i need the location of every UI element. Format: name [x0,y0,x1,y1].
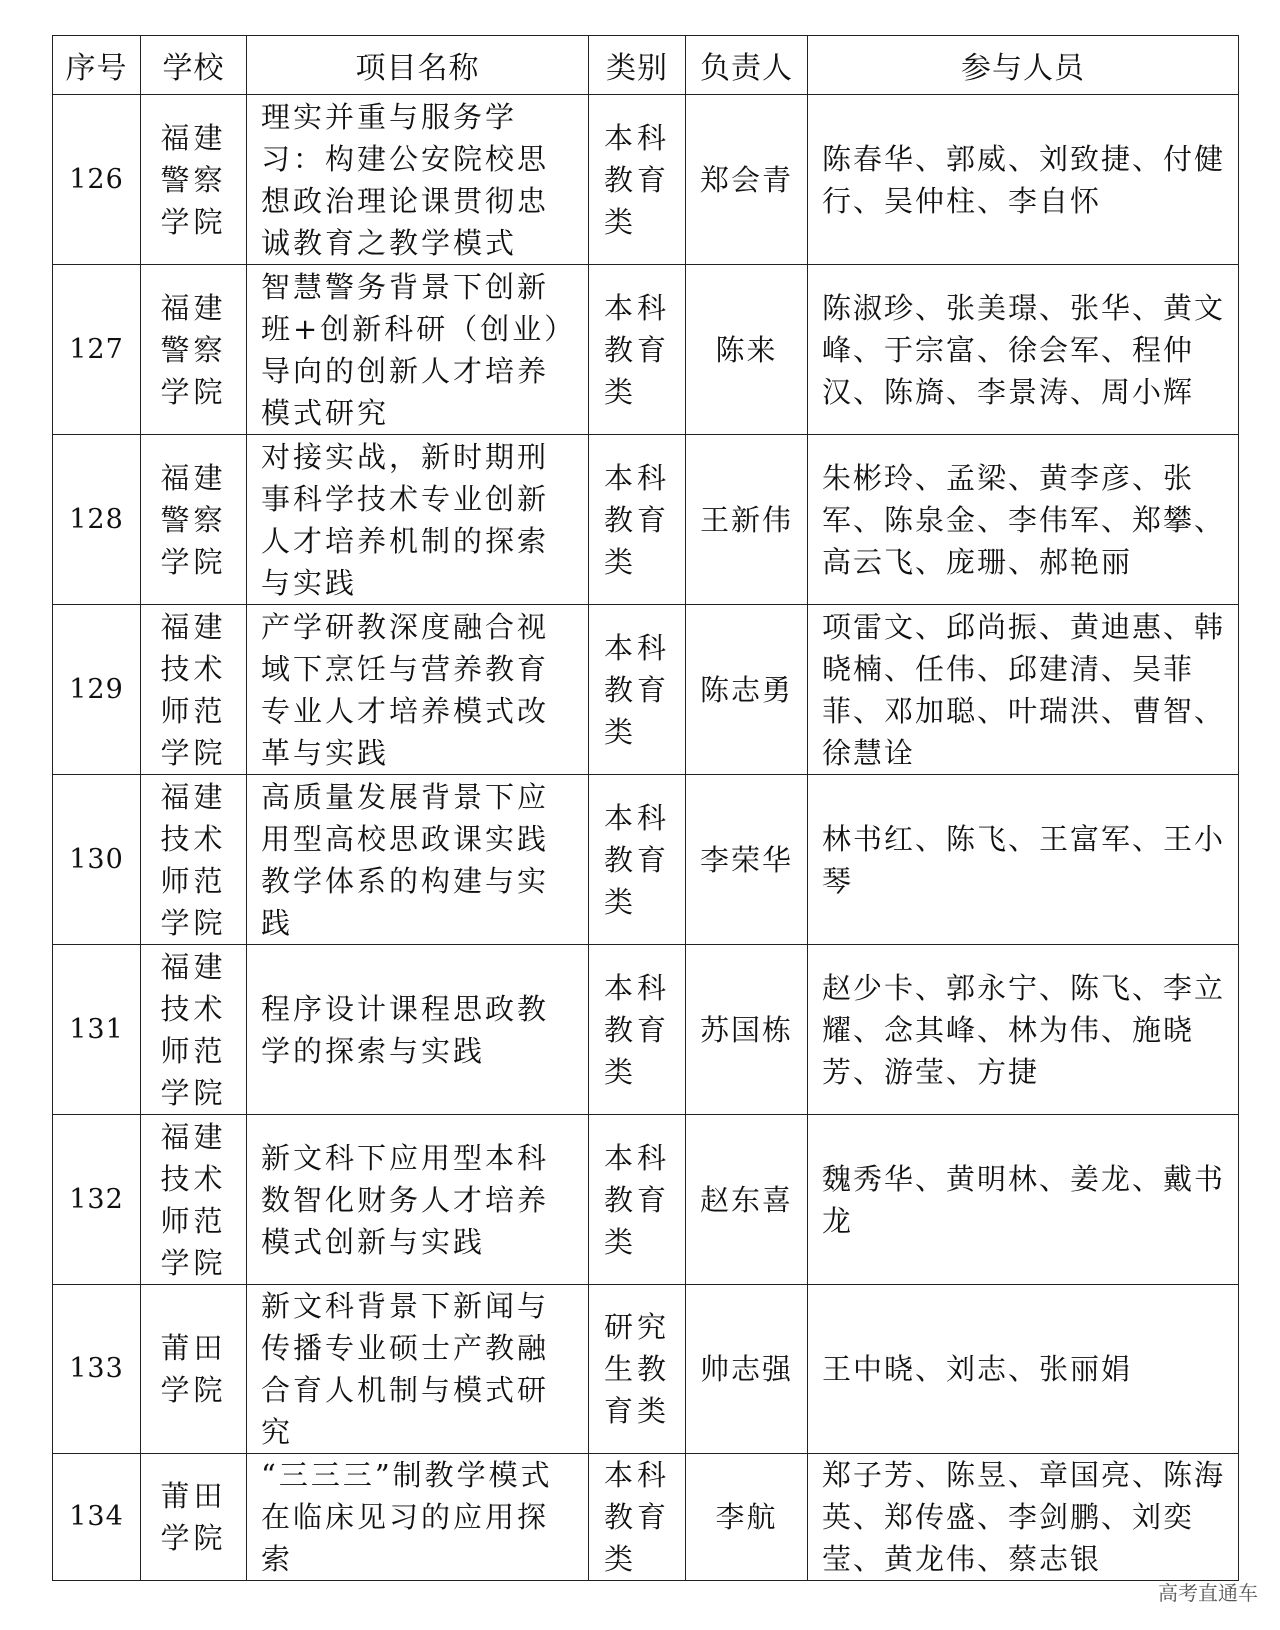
cell-no: 133 [53,1285,141,1454]
school-text: 福建技术师范学院 [160,949,227,1110]
cell-category [589,1454,686,1581]
category-text: 本科教育类 [604,290,671,409]
school-text: 莆田学院 [160,1331,227,1407]
table-row [53,95,1239,265]
category-text: 本科教育类 [604,1458,671,1576]
cell-members: 魏秀华、黄明林、姜龙、戴书龙 [808,1115,1239,1285]
cell-members: 王中晓、刘志、张丽娟 [808,1285,1239,1454]
cell-leader: 赵东喜 [686,1115,808,1285]
cell-leader: 郑会青 [686,95,808,265]
table-row [53,435,1239,605]
cell-leader: 李荣华 [686,775,808,945]
cell-members: 林书红、陈飞、王富军、王小琴 [808,775,1239,945]
cell-title: 产学研教深度融合视域下烹饪与营养教育专业人才培养模式改革与实践 [247,605,589,775]
cell-no: 128 [53,435,141,605]
cell-title: 程序设计课程思政教学的探索与实践 [247,945,589,1115]
cell-title: 新文科背景下新闻与传播专业硕士产教融合育人机制与模式研究 [247,1285,589,1454]
cell-leader: 陈志勇 [686,605,808,775]
table-row [53,1115,1239,1285]
school-text: 福建技术师范学院 [160,609,227,770]
cell-title: 新文科下应用型本科数智化财务人才培养模式创新与实践 [247,1115,589,1285]
cell-members: 陈春华、郭威、刘致捷、付健行、吴仲柱、李自怀 [808,95,1239,265]
cell-category [589,265,686,435]
cell-category [589,435,686,605]
school-text: 福建警察学院 [160,120,227,239]
cell-leader: 苏国栋 [686,945,808,1115]
cell-category [589,95,686,265]
cell-title: 理实并重与服务学习：构建公安院校思想政治理论课贯彻忠诚教育之教学模式 [247,95,589,265]
cell-category [589,605,686,775]
cell-school [141,945,247,1115]
cell-no: 131 [53,945,141,1115]
cell-school [141,1115,247,1285]
cell-school [141,1285,247,1454]
cell-title: 智慧警务背景下创新班+创新科研（创业）导向的创新人才培养模式研究 [247,265,589,435]
cell-leader: 帅志强 [686,1285,808,1454]
category-text: 研究生教育类 [604,1310,671,1428]
cell-school [141,605,247,775]
cell-category [589,1115,686,1285]
school-text: 莆田学院 [160,1479,227,1555]
table-row [53,265,1239,435]
category-text: 本科教育类 [604,120,671,239]
school-text: 福建技术师范学院 [160,779,227,940]
cell-leader: 陈来 [686,265,808,435]
cell-no: 130 [53,775,141,945]
cell-leader: 王新伟 [686,435,808,605]
cell-members: 项雷文、邱尚振、黄迪惠、韩晓楠、任伟、邱建清、吴菲菲、邓加聪、叶瑞洪、曹智、徐慧诠 [808,605,1239,775]
cell-title: 对接实战，新时期刑事科学技术专业创新人才培养机制的探索与实践 [247,435,589,605]
header-category: 类别 [589,36,686,95]
cell-no: 126 [53,95,141,265]
cell-no: 127 [53,265,141,435]
table-row [53,775,1239,945]
cell-category [589,775,686,945]
cell-school [141,1454,247,1581]
category-text: 本科教育类 [604,460,671,579]
header-school: 学校 [141,36,247,95]
cell-no: 134 [53,1454,141,1581]
header-no: 序号 [53,36,141,95]
cell-title: “三三三”制教学模式在临床见习的应用探索 [247,1454,589,1581]
project-table [52,35,1239,1581]
header-title: 项目名称 [247,36,589,95]
table-row [53,605,1239,775]
school-text: 福建技术师范学院 [160,1119,227,1280]
cell-school [141,265,247,435]
cell-title: 高质量发展背景下应用型高校思政课实践教学体系的构建与实践 [247,775,589,945]
header-leader: 负责人 [686,36,808,95]
cell-school [141,95,247,265]
cell-school [141,435,247,605]
cell-no: 129 [53,605,141,775]
cell-no: 132 [53,1115,141,1285]
category-text: 本科教育类 [604,970,671,1089]
category-text: 本科教育类 [604,1140,671,1259]
cell-members: 陈淑珍、张美璟、张华、黄文峰、于宗富、徐会军、程仲汉、陈旖、李景涛、周小辉 [808,265,1239,435]
table-row [53,1454,1239,1581]
school-text: 福建警察学院 [160,290,227,409]
cell-members: 郑子芳、陈昱、章国亮、陈海英、郑传盛、李剑鹏、刘奕莹、黄龙伟、蔡志银 [808,1454,1239,1581]
category-text: 本科教育类 [604,630,671,749]
cell-school [141,775,247,945]
category-text: 本科教育类 [604,800,671,919]
table-row [53,945,1239,1115]
cell-category [589,1285,686,1454]
cell-category [589,945,686,1115]
cell-members: 赵少卡、郭永宁、陈飞、李立耀、念其峰、林为伟、施晓芳、游莹、方捷 [808,945,1239,1115]
cell-leader: 李航 [686,1454,808,1581]
table-header-row [53,36,1239,95]
school-text: 福建警察学院 [160,460,227,579]
watermark-text: 高考直通车 [1158,1581,1258,1605]
header-members: 参与人员 [808,36,1239,95]
table-row [53,1285,1239,1454]
cell-members: 朱彬玲、孟梁、黄李彦、张军、陈泉金、李伟军、郑攀、高云飞、庞珊、郝艳丽 [808,435,1239,605]
